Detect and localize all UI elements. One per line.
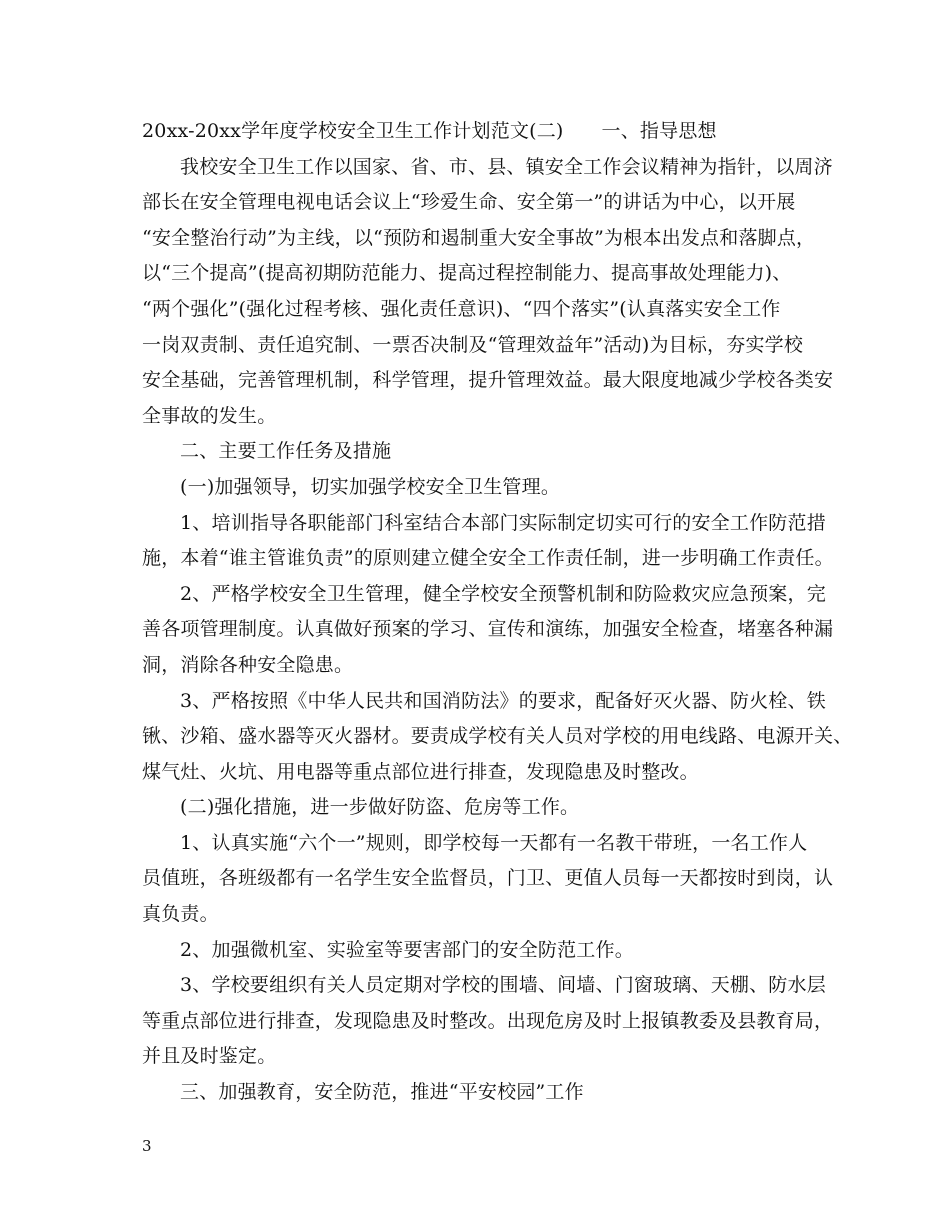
subsection-heading: (一)加强领导，切实加强学校安全卫生管理。 (180, 475, 561, 498)
paragraph-line: 1、认真实施“六个一”规则，即学校每一天都有一名教干带班，一名工作人 (180, 831, 808, 854)
paragraph-line: 2、加强微机室、实验室等要害部门的安全防范工作。 (180, 938, 634, 961)
paragraph-line: 安全基础，完善管理机制，科学管理，提升管理效益。最大限度地减少学校各类安 (142, 369, 834, 392)
paragraph-line: 洞，消除各种安全隐患。 (142, 653, 354, 676)
subsection-heading: (二)强化措施，进一步做好防盗、危房等工作。 (180, 796, 580, 819)
paragraph-line: 施，本着“谁主管谁负责”的原则建立健全安全工作责任制，进一步明确工作责任。 (142, 547, 834, 570)
document-body (142, 114, 853, 1111)
document-title: 20xx-20xx学年度学校安全卫生工作计划范文(二) (142, 120, 564, 142)
paragraph-line: 部长在安全管理电视电话会议上“珍爱生命、安全第一”的讲话为中心，以开展 (142, 191, 796, 214)
paragraph-line: 煤气灶、火坑、用电器等重点部位进行排查，发现隐患及时整改。 (142, 760, 699, 783)
paragraph-line: “安全整治行动”为主线，以“预防和遏制重大安全事故”为根本出发点和落脚点， (142, 226, 816, 249)
paragraph-line: 真负责。 (142, 903, 219, 926)
section-heading: 二、主要工作任务及措施 (180, 440, 392, 463)
paragraph-line: “两个强化”(强化过程考核、强化责任意识)、“四个落实”(认真落实安全工作 (142, 297, 781, 320)
paragraph-line: 并且及时鉴定。 (142, 1045, 277, 1068)
paragraph-line: 3、学校要组织有关人员定期对学校的围墙、间墙、门窗玻璃、天棚、防水层 (180, 974, 826, 997)
paragraph-line: 2、严格学校安全卫生管理，健全学校安全预警机制和防险救灾应急预案，完 (180, 582, 826, 605)
paragraph-line: 善各项管理制度。认真做好预案的学习、宣传和演练，加强安全检查，堵塞各种漏 (142, 618, 834, 641)
paragraph-line: 一岗双责制、责任追究制、一票否决制及“管理效益年”活动)为目标，夯实学校 (142, 333, 804, 356)
section-heading: 三、加强教育，安全防范，推进“平安校园”工作 (180, 1081, 584, 1104)
paragraph-line: 锹、沙箱、盛水器等灭火器材。要责成学校有关人员对学校的用电线路、电源开关、 (142, 725, 853, 748)
title-line (142, 114, 832, 150)
paragraph-line: 1、培训指导各职能部门科室结合本部门实际制定切实可行的安全工作防范措 (180, 511, 826, 534)
paragraph-line: 全事故的发生。 (142, 404, 277, 427)
paragraph-line: 等重点部位进行排查，发现隐患及时整改。出现危房及时上报镇教委及县教育局， (142, 1009, 834, 1032)
page-number: 3 (142, 1137, 152, 1155)
paragraph-line: 以“三个提高”(提高初期防范能力、提高过程控制能力、提高事故处理能力)、 (142, 262, 792, 285)
section-heading-guiding-thought: 一、指导思想 (601, 120, 717, 142)
paragraph-line: 3、严格按照《中华人民共和国消防法》的要求，配备好灭火器、防火栓、铁 (180, 689, 826, 712)
paragraph-line: 我校安全卫生工作以国家、省、市、县、镇安全工作会议精神为指针，以周济 (180, 155, 833, 178)
paragraph-line: 员值班，各班级都有一名学生安全监督员，门卫、更值人员每一天都按时到岗，认 (142, 867, 834, 890)
